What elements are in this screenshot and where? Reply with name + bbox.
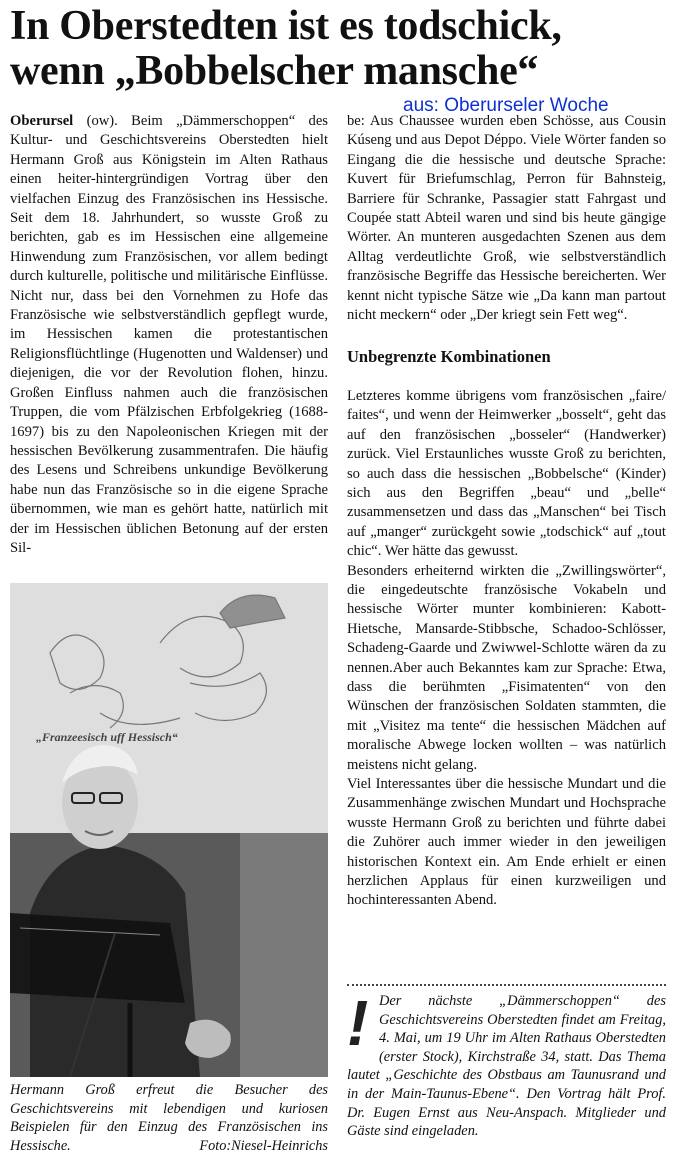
notice-divider: [347, 984, 666, 986]
projection-screen: [10, 583, 328, 833]
photo-caption: [10, 1081, 328, 1155]
dateline: Oberursel: [10, 113, 74, 129]
article-paragraph: Besonders erheiternd wirkten die „Zwillingswörter“, die eingedeutschte französische Vokabeln und hessische Wörter munter kombinieren: Kabott-Hietsche, Mansarde-Stibbsche, Schadoo-Schlösser, Schadeng-Gaarde und Zwiwwel-Schlotte wären da zu nennen.Aber auch Bekanntes kam zur Sprache: Etwa, dass die berühmten „Fisimatenten“ von den Wünschen der französischen Soldaten stammten, die mit „Visitez ma tente“ die hessischen Mädchen auf moralische Abwege locken wollten – was natürlich meistens nicht gelang.: [347, 562, 666, 773]
article-photo: [10, 583, 328, 1077]
article-paragraph: Viel Interessantes über die hessische Mundart und die Zusammenhänge zwischen Mundart und Hochsprache wusste Hermann Groß zu berichten und führte dabei die Zuhörer auch immer wieder in den jeweiligen historischen Kontext ein. Am Ende erhielt er einen herzlichen Applaus für einen kurzweiligen und hochinteressanten Abend.: [347, 776, 666, 909]
caption-text: Hermann Groß erfreut die Besucher des Geschichtsvereins mit lebendigen und kuriosen Beispielen für den Einzug des Französischen ins Hessische.: [10, 1082, 328, 1154]
photo-illustration: [10, 583, 328, 1077]
article-column-left: [10, 112, 328, 558]
article-paragraph: be: Aus Chaussee wurden eben Schösse, aus Cousin Kúseng und aus Depot Déppo. Viele Wörter fanden so Eingang die die hessische und deutsche Sprache: Kuvert für Briefumschlag, Perron für Bahnsteig, Barriere für Schranke, Passagier statt Fahrgast und Coupée statt Abteil waren und sind bis heute gängige Wörter. An munteren ausgedachten Szenen aus dem Alltag verdeutlichte Groß, wie selbstverständlich französische Begriffe das Hessische bereicherten. Wer kennt nicht typische Sätze wie „Da kann man partout nicht meckern“ oder „Der kriegt sein Fett weg“.: [347, 113, 666, 324]
notice-text: Der nächste „Dämmerschoppen“ des Geschichtsvereins Oberstedten findet am Freitag, 4. Mai, um 19 Uhr im Alten Rathaus Oberstedten (erster Stock), Kirchstraße 34, statt. Das Thema lautet „Geschichte des Obstbaus am Taunusrand und in der Main-Taunus-Ebene“. Den Vortrag hält Prof. Dr. Eugen Ernst aus Neu-Anspach. Mitglieder und Gäste sind eingeladen.: [347, 993, 666, 1140]
article-paragraph: Letzteres komme übrigens vom französischen „faire/ faites“, und wenn der Heimwerker „bosselt“, geht das auf den französischen „bosseler“ (Handwerker) zurück. Viel Erstaunliches wusste Groß zu berichten, so auch dass die hessischen „Bobbelsche“ (Kinder) sich aus den Begriffen „beau“ und „belle“ zusammensetzen und dass das „Manschen“ bei Tisch auf „manger“ zurückgeht sowie „todschick“ auf „tout chic“. Wer hätte das gewusst.: [347, 387, 666, 560]
photo-credit: Foto:Niesel-Heinrichs: [199, 1137, 328, 1154]
headline-line-2: wenn „Bobbelscher mansche“: [10, 48, 539, 94]
article-paragraph: Oberursel (ow). Beim „Dämmerschoppen“ des Kultur- und Geschichtsvereins Oberstedten hielt Hermann Groß aus Königstein im Alten Rathaus einen heiter-hintergründigen Vortrag über den vielfachen Einzug des Französischen ins Hessische. Seit dem 18. Jahrhundert, so wusste Groß zu berichten, gab es im Hessischen eine allgemeine Hinwendung zum Französischen, vor allem bedingt durch kulturelle, politische und militärische Einflüsse. Nicht nur, dass bei den Vornehmen zu Hofe das Französische wie selbstverständlich gepflegt wurde, im Hessischen kamen die protestantischen Religionsflüchtlinge (Hugenotten und Waldenser) und diejenigen, die vor der Revolution flohen, hinzu. Großen Einfluss nahmen auch die französischen Truppen, die vom Pfälzischen Erbfolgekrieg (1688-1697) bis zu den Napoleonischen Kriegen mit der hessischen Bevölkerung zusammentrafen. Die häufig des Lesens und Schreibens unkundige Bevölkerung habe nun das Französische so in die eigene Sprache übernommen, wie man es gehört hatte, natürlich mit der im Hessischen üblichen Betonung auf der ersten Sil-: [10, 113, 328, 556]
slide-title: „Franzeesisch uff Hessisch“: [36, 730, 178, 744]
subheading: Unbegrenzte Kombinationen: [347, 347, 551, 367]
headline: [10, 4, 675, 94]
article-column-right: [347, 112, 666, 911]
headline-line-1: In Oberstedten ist es todschick,: [10, 3, 562, 49]
source-label: aus: Oberurseler Woche: [403, 95, 609, 116]
event-notice: [347, 987, 666, 1141]
exclamation-icon: !: [347, 987, 369, 1059]
